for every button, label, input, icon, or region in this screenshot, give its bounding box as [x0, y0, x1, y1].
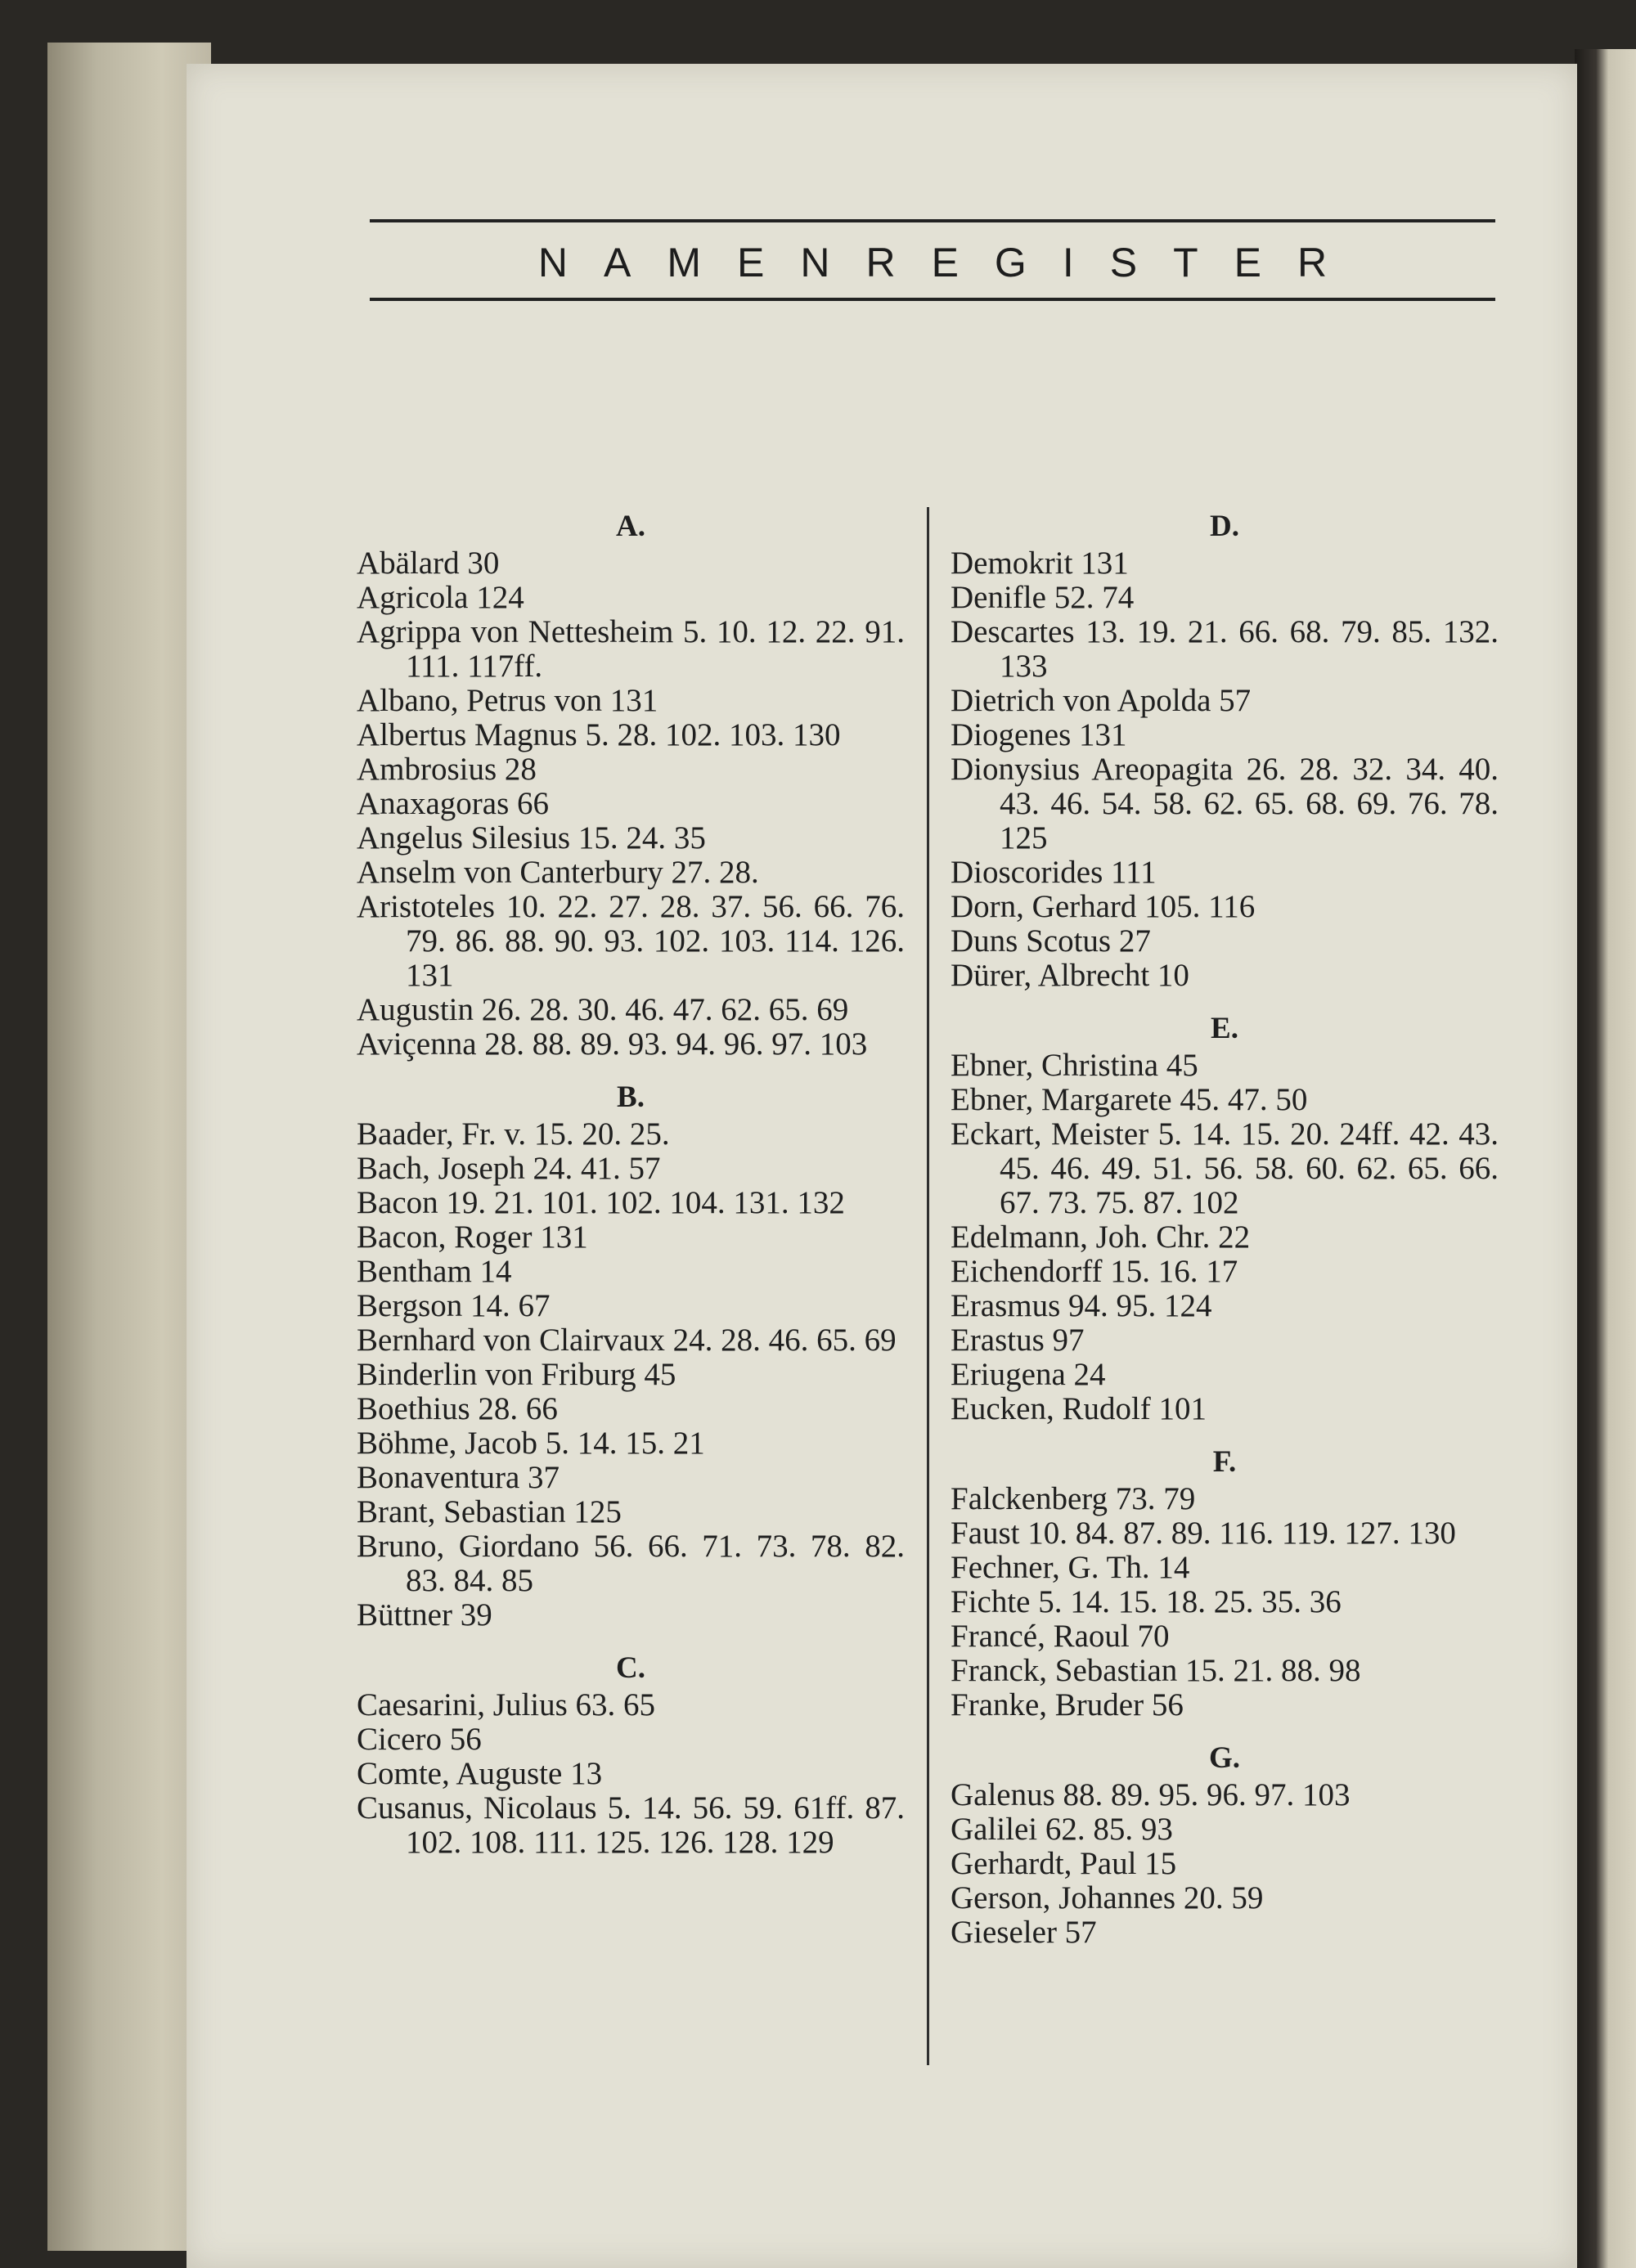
index-entry: Agricola 124 [357, 580, 524, 615]
index-entry: Ebner, Christina 45 [951, 1048, 1198, 1083]
section-letter: D. [1210, 510, 1239, 543]
index-entry: Dioscorides 111 [951, 855, 1157, 890]
title-rule-bottom [370, 298, 1495, 301]
index-entry: Denifle 52. 74 [951, 580, 1135, 615]
index-entry: Duns Scotus 27 [951, 923, 1151, 959]
index-entry: Gerson, Johannes 20. 59 [951, 1880, 1264, 1915]
index-entry: Anaxagoras 66 [357, 786, 550, 821]
index-entry: Ebner, Margarete 45. 47. 50 [951, 1082, 1308, 1117]
index-entry: Dionysius Areopagita 26. 28. 32. 34. 40. 43. 46. 54. 58. 62. 65. 68. 69. 76. 78. 125 [951, 752, 1499, 856]
index-entry: Erastus 97 [951, 1323, 1085, 1358]
section-letter: F. [1212, 1445, 1237, 1479]
index-entry: Cusanus, Nicolaus 5. 14. 56. 59. 61ff. 87. 102. 108. 111. 125. 126. 128. 129 [357, 1790, 905, 1860]
section-gap [951, 1426, 1499, 1443]
section-letter: A. [616, 510, 645, 543]
section-gap [951, 1722, 1499, 1739]
page-title: NAMENREGISTER [537, 240, 1364, 285]
index-entry: Anselm von Canterbury 27. 28. [357, 855, 759, 890]
index-entry: Eichendorff 15. 16. 17 [951, 1254, 1238, 1289]
index-entry: Bernhard von Clairvaux 24. 28. 46. 65. 69 [357, 1323, 897, 1358]
index-entry: Boethius 28. 66 [357, 1391, 558, 1426]
column-divider [927, 507, 929, 2065]
index-entry: Diogenes 131 [951, 717, 1127, 752]
index-entry: Aviçenna 28. 88. 89. 93. 94. 96. 97. 103 [357, 1026, 868, 1062]
section-letter: E. [1211, 1012, 1238, 1045]
index-entry: Bacon 19. 21. 101. 102. 104. 131. 132 [357, 1185, 845, 1220]
index-entry: Gieseler 57 [951, 1915, 1097, 1950]
section-gap [357, 1633, 905, 1649]
index-entry: Eucken, Rudolf 101 [951, 1391, 1207, 1426]
index-entry: Agrippa von Nettesheim 5. 10. 12. 22. 91. 111. 117ff. [357, 614, 905, 684]
index-entry: Erasmus 94. 95. 124 [951, 1288, 1212, 1323]
index-entry: Gerhardt, Paul 15 [951, 1846, 1177, 1881]
title-rule-top [370, 219, 1495, 222]
book-gutter [1575, 49, 1636, 2268]
section-letter: G. [1208, 1741, 1241, 1775]
index-entry: Dürer, Albrecht 10 [951, 958, 1189, 993]
index-entry: Aristoteles 10. 22. 27. 28. 37. 56. 66. 76. 79. 86. 88. 90. 93. 102. 103. 114. 126. 131 [357, 889, 905, 993]
index-entry: Bach, Joseph 24. 41. 57 [357, 1151, 661, 1186]
section-gap [357, 1062, 905, 1078]
index-entry: Binderlin von Friburg 45 [357, 1357, 676, 1392]
index-entry: Galilei 62. 85. 93 [951, 1812, 1173, 1847]
index-entry: Bruno, Giordano 56. 66. 71. 73. 78. 82. 83. 84. 85 [357, 1529, 905, 1598]
index-entry: Descartes 13. 19. 21. 66. 68. 79. 85. 132. 133 [951, 614, 1499, 684]
index-entry: Albano, Petrus von 131 [357, 683, 658, 718]
index-entry: Demokrit 131 [951, 546, 1129, 581]
index-entry: Francé, Raoul 70 [951, 1619, 1170, 1654]
index-entry: Büttner 39 [357, 1597, 492, 1633]
index-entry: Franck, Sebastian 15. 21. 88. 98 [951, 1653, 1361, 1688]
index-entry: Fechner, G. Th. 14 [951, 1550, 1190, 1585]
index-entry: Böhme, Jacob 5. 14. 15. 21 [357, 1426, 705, 1461]
index-entry: Edelmann, Joh. Chr. 22 [951, 1219, 1251, 1255]
index-entry: Franke, Bruder 56 [951, 1687, 1184, 1722]
index-entry: Angelus Silesius 15. 24. 35 [357, 820, 706, 856]
section-gap [951, 993, 1499, 1009]
index-entry: Cicero 56 [357, 1722, 482, 1757]
index-entry: Comte, Auguste 13 [357, 1756, 603, 1791]
index-entry: Caesarini, Julius 63. 65 [357, 1687, 656, 1722]
index-entry: Albertus Magnus 5. 28. 102. 103. 130 [357, 717, 841, 752]
section-letter: B. [617, 1080, 645, 1114]
section-letter: C. [616, 1651, 645, 1685]
index-entry: Eriugena 24 [951, 1357, 1106, 1392]
index-entry: Baader, Fr. v. 15. 20. 25. [357, 1116, 670, 1152]
index-entry: Falckenberg 73. 79 [951, 1481, 1196, 1516]
index-column-right [951, 507, 1499, 1950]
index-entry: Dietrich von Apolda 57 [951, 683, 1252, 718]
index-entry: Faust 10. 84. 87. 89. 116. 119. 127. 130 [951, 1516, 1456, 1551]
index-entry: Bacon, Roger 131 [357, 1219, 588, 1255]
index-entry: Abälard 30 [357, 546, 500, 581]
index-entry: Galenus 88. 89. 95. 96. 97. 103 [951, 1777, 1351, 1812]
index-entry: Fichte 5. 14. 15. 18. 25. 35. 36 [951, 1584, 1342, 1619]
index-entry: Brant, Sebastian 125 [357, 1494, 622, 1529]
index-entry: Dorn, Gerhard 105. 116 [951, 889, 1256, 924]
index-entry: Eckart, Meister 5. 14. 15. 20. 24ff. 42. 43. 45. 46. 49. 51. 56. 58. 60. 62. 65. 66. 67. 73. 75. 87. 102 [951, 1116, 1499, 1220]
index-entry: Ambrosius 28 [357, 752, 537, 787]
index-entry: Bergson 14. 67 [357, 1288, 551, 1323]
index-entry: Bonaventura 37 [357, 1460, 560, 1495]
index-entry: Augustin 26. 28. 30. 46. 47. 62. 65. 69 [357, 992, 849, 1027]
index-entry: Bentham 14 [357, 1254, 512, 1289]
index-column-left [357, 507, 905, 1860]
